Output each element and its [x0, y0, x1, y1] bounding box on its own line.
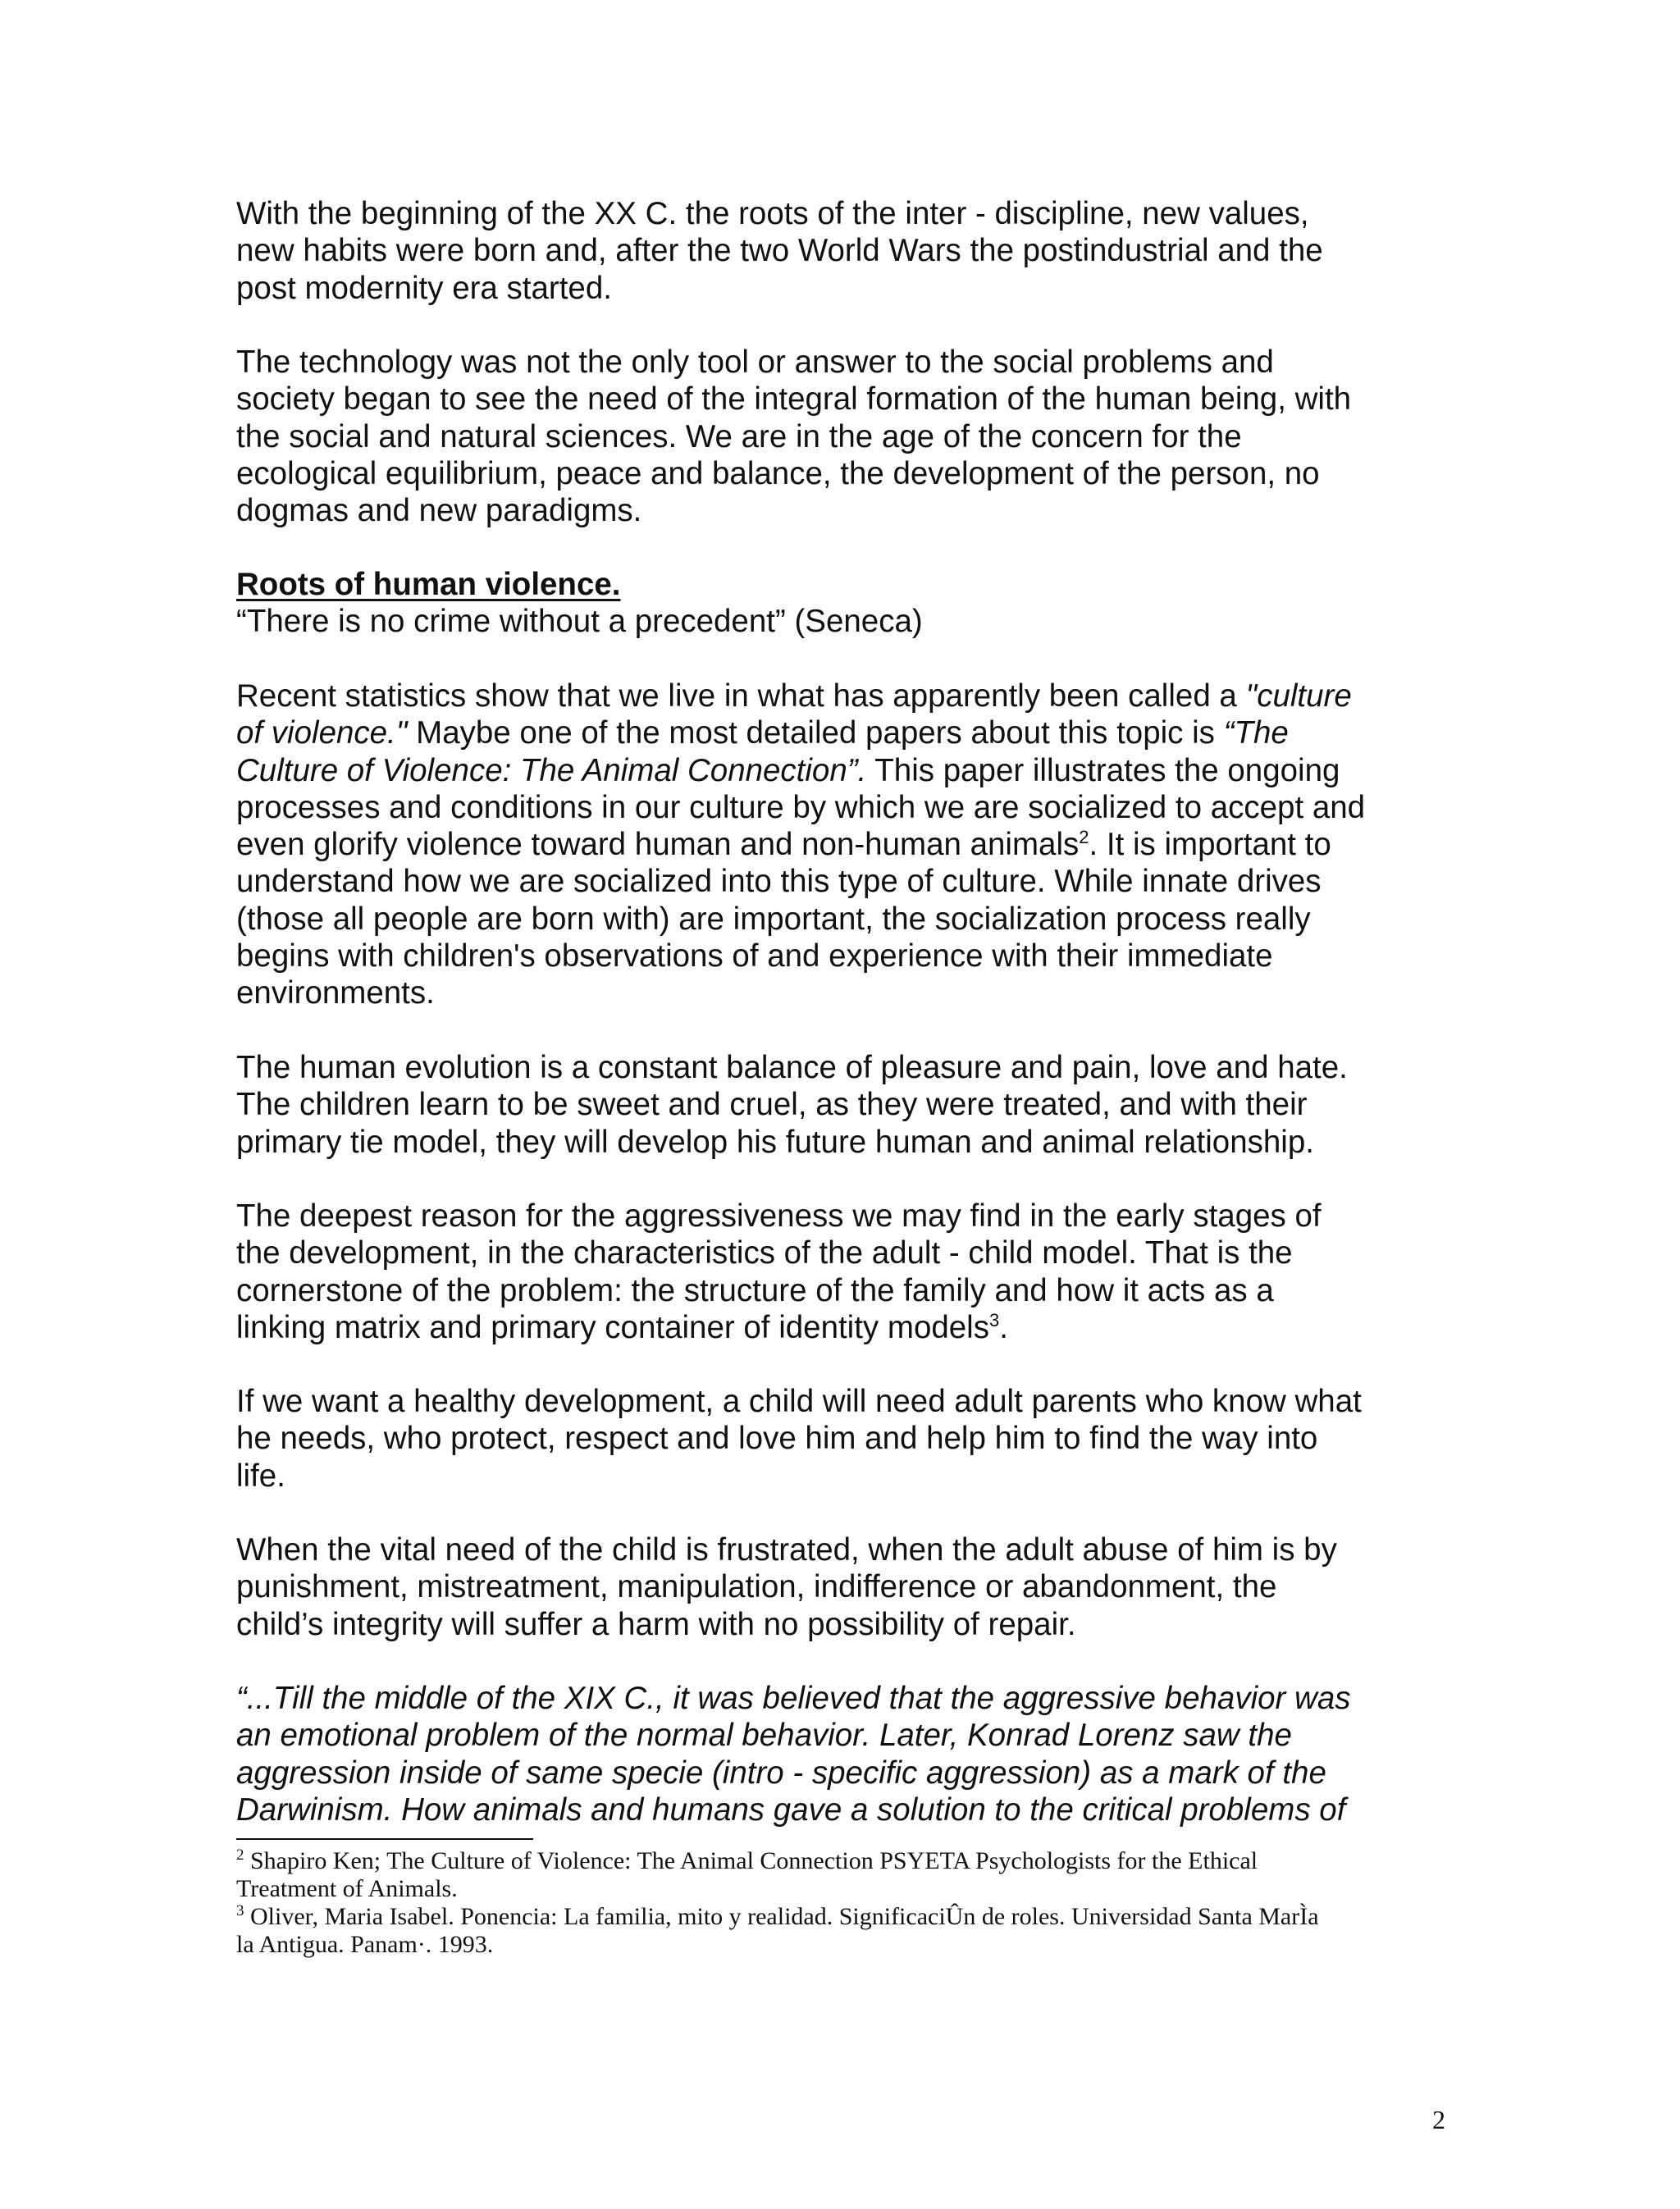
section-heading: Roots of human violence. [236, 567, 621, 602]
footnote-ref-3: 3 [988, 1310, 1000, 1331]
paragraph-2 [236, 344, 1450, 529]
text-line: linking matrix and primary container of identity models$^3$. [236, 1309, 1008, 1345]
text-line: processes and conditions in our culture by which we are socialized to accept and [236, 789, 1366, 825]
text-line: ecological equilibrium, peace and balance, the development of the person, no [236, 455, 1320, 491]
footnote-line: $^3$ Oliver, Maria Isabel. Ponencia: La familia, mito y realidad. SignificaciÛn de roles. Universidad Santa MarÌa [236, 1902, 1319, 1930]
text-line: post modernity era started. [236, 270, 612, 306]
text-line: primary tie model, they will develop his future human and animal relationship. [236, 1124, 1314, 1160]
text-line: society began to see the need of the integral formation of the human being, with [236, 381, 1352, 418]
paragraph-7 [236, 1531, 1450, 1643]
text-line: Recent statistics show that we live in what has apparently been called a "culture [236, 678, 1352, 714]
text-line: Darwinism. How animals and humans gave a solution to the critical problems of [236, 1791, 1346, 1828]
footnote-separator [236, 1838, 533, 1840]
text-line: begins with children's observations of and experience with their immediate [236, 938, 1273, 974]
page-number: 2 [1432, 2105, 1445, 2134]
section-heading-block [236, 566, 1450, 641]
text-line: even glorify violence toward human and non-human animals$^2$. It is important to [236, 827, 1331, 863]
paragraph-3 [236, 678, 1450, 1012]
footnote-2 [236, 1847, 1450, 1902]
paragraph-5 [236, 1198, 1450, 1346]
footnote-line: $^2$ Shapiro Ken; The Culture of Violence: The Animal Connection PSYETA Psychologists for the Ethical [236, 1846, 1258, 1874]
text-line: life. [236, 1458, 285, 1494]
text-line: cornerstone of the problem: the structure of the family and how it acts as a [236, 1272, 1274, 1308]
text-line: an emotional problem of the normal behavior. Later, Konrad Lorenz saw the [236, 1718, 1292, 1754]
text-line: the development, in the characteristics of the adult - child model. That is the [236, 1235, 1293, 1271]
text-line: aggression inside of same specie (intro - specific aggression) as a mark of the [236, 1755, 1326, 1791]
paragraph-1 [236, 195, 1450, 307]
epigraph: “There is no crime without a precedent” (Seneca) [236, 604, 923, 640]
text-line: dogmas and new paradigms. [236, 493, 642, 529]
text-line: Culture of Violence: The Animal Connection”. This paper illustrates the ongoing [236, 752, 1340, 788]
block-quote [236, 1680, 1450, 1828]
text-line: The deepest reason for the aggressiveness we may find in the early stages of [236, 1198, 1322, 1234]
text-line: When the vital need of the child is frustrated, when the adult abuse of him is by [236, 1532, 1337, 1568]
text-line: new habits were born and, after the two World Wars the postindustrial and the [236, 233, 1323, 269]
paragraph-6 [236, 1383, 1450, 1495]
text-line: With the beginning of the XX C. the roots of the inter - discipline, new values, [236, 196, 1309, 231]
text-line: child’s integrity will suffer a harm with no possibility of repair. [236, 1606, 1076, 1642]
text-line: punishment, mistreatment, manipulation, indifference or abandonment, the [236, 1569, 1277, 1605]
text-line: “...Till the middle of the XIX C., it was believed that the aggressive behavior was [236, 1681, 1351, 1716]
text-line: If we want a healthy development, a child will need adult parents who know what [236, 1384, 1362, 1419]
text-line: he needs, who protect, respect and love him and help him to find the way into [236, 1421, 1318, 1457]
footnote-ref-2: 2 [1079, 827, 1089, 848]
text-line: (those all people are born with) are important, the socialization process really [236, 901, 1311, 937]
footnote-line: Treatment of Animals. [236, 1874, 458, 1902]
text-line: The human evolution is a constant balance of pleasure and pain, love and hate. [236, 1050, 1348, 1085]
text-line: environments. [236, 975, 435, 1011]
text-line: The technology was not the only tool or answer to the social problems and [236, 345, 1274, 380]
text-line: The children learn to be sweet and cruel, as they were treated, and with their [236, 1087, 1308, 1123]
footnote-line: la Antigua. Panam·. 1993. [236, 1930, 494, 1958]
text-line: the social and natural sciences. We are in the age of the concern for the [236, 418, 1242, 454]
text-line: of violence." Maybe one of the most detailed papers about this topic is “The [236, 715, 1289, 751]
footnote-3 [236, 1903, 1450, 1958]
text-line: understand how we are socialized into this type of culture. While innate drives [236, 864, 1322, 900]
paragraph-4 [236, 1049, 1450, 1161]
